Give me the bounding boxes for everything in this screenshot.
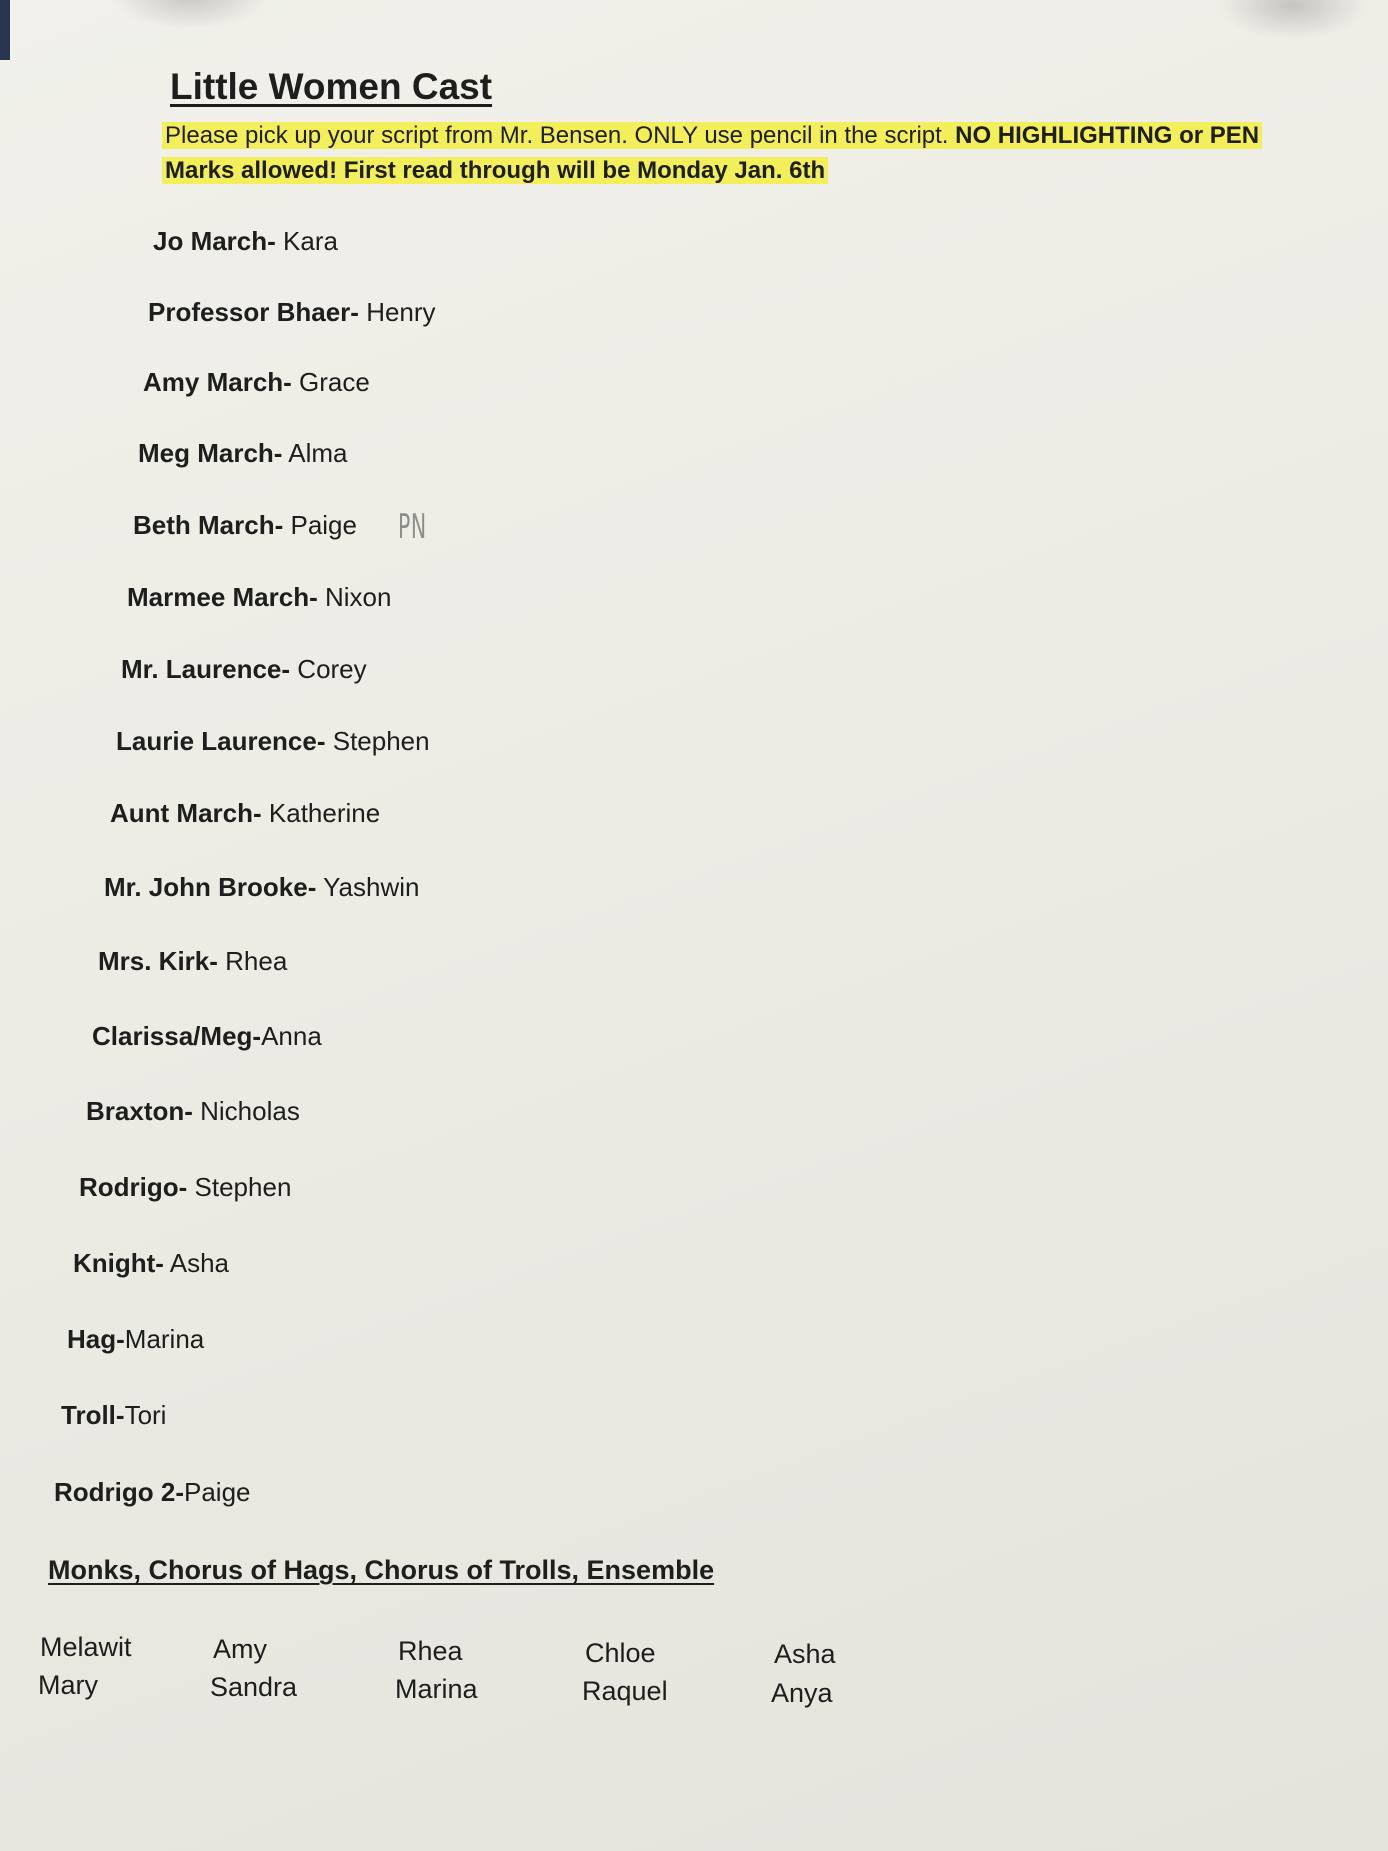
cast-line bbox=[127, 582, 391, 613]
cast-actor: Marina bbox=[124, 1324, 205, 1354]
tape-shadow-right bbox=[1218, 0, 1368, 40]
cast-line bbox=[73, 1248, 229, 1279]
ensemble-member: Rhea bbox=[398, 1636, 463, 1666]
ensemble-member: Asha bbox=[774, 1639, 836, 1669]
cast-actor: Stephen bbox=[325, 726, 430, 756]
cast-role: Rodrigo- bbox=[79, 1172, 188, 1202]
cast-line bbox=[79, 1172, 291, 1203]
ensemble-heading: Monks, Chorus of Hags, Chorus of Trolls, Ensemble bbox=[48, 1555, 715, 1585]
cast-line bbox=[104, 872, 419, 903]
cast-actor: Katherine bbox=[261, 798, 381, 828]
cast-role: Jo March- bbox=[153, 226, 276, 256]
ensemble-member: Sandra bbox=[210, 1672, 298, 1702]
cast-actor: Stephen bbox=[187, 1172, 292, 1202]
cast-line bbox=[67, 1324, 204, 1355]
cast-line bbox=[54, 1477, 251, 1508]
page-title: Little Women Cast bbox=[170, 66, 493, 107]
cast-line bbox=[116, 726, 430, 757]
cast-role: Clarissa/Meg- bbox=[92, 1021, 262, 1051]
cast-line bbox=[86, 1096, 300, 1127]
notice-text-bold: NO HIGHLIGHTING or PEN Marks allowed! First read through will be Monday Jan. 6th bbox=[165, 122, 1260, 184]
cast-actor: Asha bbox=[163, 1248, 230, 1278]
cast-line bbox=[143, 367, 370, 398]
cast-actor: Tori bbox=[124, 1400, 167, 1430]
cast-line bbox=[133, 510, 357, 541]
cast-line bbox=[92, 1021, 322, 1052]
cast-role: Professor Bhaer- bbox=[148, 297, 359, 327]
cast-line bbox=[148, 297, 436, 328]
cast-role: Amy March- bbox=[143, 367, 292, 397]
ensemble-member: Raquel bbox=[582, 1676, 668, 1706]
cast-role: Meg March- bbox=[138, 438, 283, 468]
pencil-initials: PN bbox=[398, 507, 427, 547]
cast-role: Beth March- bbox=[133, 510, 284, 540]
cast-role: Mr. Laurence- bbox=[121, 654, 291, 684]
ensemble-member: Chloe bbox=[585, 1638, 656, 1668]
cast-role: Braxton- bbox=[86, 1096, 193, 1126]
cast-actor: Yashwin bbox=[316, 872, 420, 902]
cast-line bbox=[121, 654, 367, 685]
cast-actor: Rhea bbox=[217, 946, 288, 976]
cast-actor: Nixon bbox=[317, 582, 392, 612]
cast-role: Troll- bbox=[61, 1400, 125, 1430]
cast-role: Rodrigo 2- bbox=[54, 1477, 184, 1507]
ensemble-member: Mary bbox=[38, 1670, 98, 1700]
cast-actor: Alma bbox=[282, 438, 348, 468]
notice-highlight bbox=[162, 122, 1262, 184]
ensemble-member: Amy bbox=[213, 1634, 267, 1664]
cast-actor: Kara bbox=[275, 226, 338, 256]
cast-actor: Nicholas bbox=[192, 1096, 300, 1126]
cast-line bbox=[153, 226, 338, 257]
cast-role: Mr. John Brooke- bbox=[104, 872, 317, 902]
script-notice bbox=[162, 118, 1312, 188]
cast-line bbox=[138, 438, 348, 469]
cast-actor: Grace bbox=[291, 367, 370, 397]
cast-actor: Corey bbox=[290, 654, 367, 684]
ensemble-member: Marina bbox=[395, 1674, 478, 1704]
cast-line bbox=[98, 946, 287, 977]
cast-actor: Henry bbox=[358, 297, 436, 327]
background-edge bbox=[0, 0, 10, 60]
cast-line bbox=[61, 1400, 166, 1431]
cast-role: Aunt March- bbox=[110, 798, 262, 828]
cast-line bbox=[110, 798, 380, 829]
cast-actor: Paige bbox=[283, 510, 357, 540]
cast-role: Hag- bbox=[67, 1324, 125, 1354]
cast-actor: Anna bbox=[261, 1021, 322, 1051]
cast-role: Knight- bbox=[73, 1248, 164, 1278]
notice-text-regular: Please pick up your script from Mr. Bensen. ONLY use pencil in the script. bbox=[165, 122, 956, 149]
cast-role: Mrs. Kirk- bbox=[98, 946, 218, 976]
cast-actor: Paige bbox=[184, 1477, 251, 1507]
ensemble-member: Melawit bbox=[40, 1632, 132, 1662]
tape-shadow-left bbox=[110, 0, 270, 30]
ensemble-member: Anya bbox=[771, 1678, 833, 1708]
cast-role: Laurie Laurence- bbox=[116, 726, 326, 756]
cast-role: Marmee March- bbox=[127, 582, 318, 612]
